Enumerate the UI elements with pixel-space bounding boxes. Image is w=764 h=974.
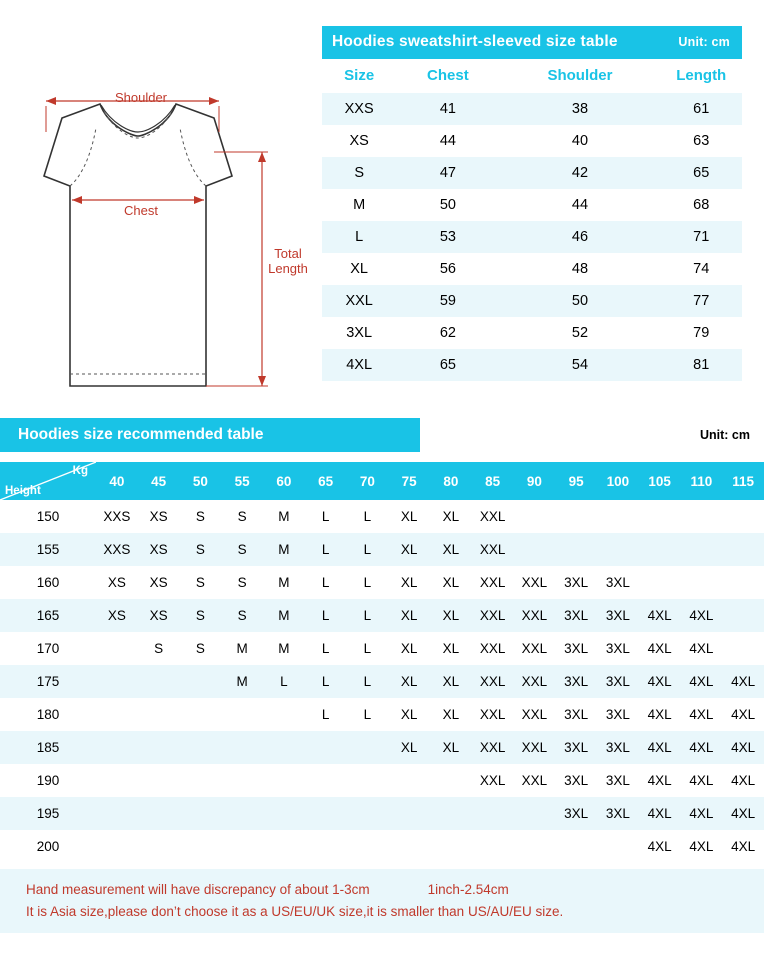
recommended-size-cell: XXL xyxy=(472,731,514,764)
recommended-size-cell: L xyxy=(347,500,389,533)
recommended-size-cell: L xyxy=(347,599,389,632)
recommended-size-cell: 4XL xyxy=(639,599,681,632)
recommended-size-cell xyxy=(138,764,180,797)
recommended-size-cell: 3XL xyxy=(555,797,597,830)
recommended-unit: Unit: cm xyxy=(700,428,750,442)
table-row xyxy=(0,566,764,599)
size-value-cell: 59 xyxy=(396,285,499,317)
size-label-cell: XXL xyxy=(322,285,396,317)
recommended-size-cell xyxy=(722,632,764,665)
recommended-size-cell: L xyxy=(347,698,389,731)
recommended-size-cell: 4XL xyxy=(722,665,764,698)
recommended-size-cell: XS xyxy=(138,599,180,632)
recommended-size-cell: 3XL xyxy=(555,731,597,764)
recommended-size-cell: XXL xyxy=(472,665,514,698)
weight-column-header: 115 xyxy=(722,462,764,500)
height-row-header: 195 xyxy=(0,797,96,830)
recommended-size-cell: 3XL xyxy=(555,566,597,599)
size-value-cell: 65 xyxy=(660,157,742,189)
weight-column-header: 90 xyxy=(514,462,556,500)
recommended-size-cell: 4XL xyxy=(681,698,723,731)
height-row-header: 150 xyxy=(0,500,96,533)
table-row xyxy=(322,221,742,253)
recommended-size-cell: 4XL xyxy=(639,698,681,731)
recommended-size-cell: XL xyxy=(388,731,430,764)
recommended-size-cell: L xyxy=(305,599,347,632)
recommended-size-cell: 3XL xyxy=(597,566,639,599)
recommended-size-cell xyxy=(514,500,556,533)
weight-column-header: 60 xyxy=(263,462,305,500)
recommended-size-cell xyxy=(555,500,597,533)
recommended-size-cell xyxy=(681,566,723,599)
recommended-size-cell xyxy=(347,764,389,797)
height-row-header: 170 xyxy=(0,632,96,665)
weight-column-header: 100 xyxy=(597,462,639,500)
size-value-cell: 63 xyxy=(660,125,742,157)
recommended-size-cell xyxy=(681,500,723,533)
recommended-size-cell: 3XL xyxy=(555,632,597,665)
recommended-size-cell: S xyxy=(180,632,222,665)
recommended-size-cell xyxy=(263,764,305,797)
recommended-size-cell: XXS xyxy=(96,500,138,533)
size-value-cell: 42 xyxy=(499,157,660,189)
recommended-size-cell xyxy=(221,731,263,764)
recommended-table xyxy=(0,462,764,863)
table-row xyxy=(0,698,764,731)
recommended-size-cell: L xyxy=(347,566,389,599)
recommended-size-cell: XXL xyxy=(472,764,514,797)
weight-column-header: 110 xyxy=(681,462,723,500)
weight-column-header: 50 xyxy=(180,462,222,500)
recommended-size-cell xyxy=(221,764,263,797)
recommended-size-cell xyxy=(555,533,597,566)
recommended-size-cell: M xyxy=(263,599,305,632)
recommended-size-cell: 3XL xyxy=(597,764,639,797)
recommended-size-cell: L xyxy=(305,632,347,665)
recommended-size-cell: XL xyxy=(388,533,430,566)
weight-column-header: 40 xyxy=(96,462,138,500)
table-row xyxy=(322,125,742,157)
size-value-cell: 81 xyxy=(660,349,742,381)
recommended-size-cell: XL xyxy=(388,665,430,698)
table-row xyxy=(0,797,764,830)
recommended-size-cell xyxy=(138,797,180,830)
recommended-size-cell: 4XL xyxy=(681,797,723,830)
footer-note xyxy=(0,869,764,933)
recommended-size-cell: M xyxy=(221,665,263,698)
recommended-size-cell: 3XL xyxy=(597,731,639,764)
size-value-cell: 46 xyxy=(499,221,660,253)
top-section xyxy=(0,0,764,410)
recommended-size-cell xyxy=(722,599,764,632)
height-row-header: 190 xyxy=(0,764,96,797)
size-label-cell: M xyxy=(322,189,396,221)
size-label-cell: XS xyxy=(322,125,396,157)
garment-diagram xyxy=(0,0,322,410)
recommended-size-cell xyxy=(221,797,263,830)
recommended-size-cell: XL xyxy=(430,599,472,632)
size-table-column-header: Size xyxy=(322,59,396,93)
weight-column-header: 105 xyxy=(639,462,681,500)
recommended-size-cell xyxy=(96,797,138,830)
recommended-size-cell: L xyxy=(347,533,389,566)
recommended-size-cell: XXL xyxy=(514,698,556,731)
recommended-size-cell xyxy=(514,830,556,863)
recommended-header-row xyxy=(0,462,764,500)
weight-column-header: 45 xyxy=(138,462,180,500)
recommended-size-cell xyxy=(722,566,764,599)
size-value-cell: 56 xyxy=(396,253,499,285)
footer-note-line2: It is Asia size,please don’t choose it as a US/EU/UK size,it is smaller than US/AU/EU size. xyxy=(26,904,564,919)
recommended-size-cell xyxy=(388,797,430,830)
size-label-cell: XXS xyxy=(322,93,396,125)
weight-column-header: 85 xyxy=(472,462,514,500)
recommended-size-cell: 4XL xyxy=(681,830,723,863)
recommended-size-cell xyxy=(180,830,222,863)
size-value-cell: 77 xyxy=(660,285,742,317)
recommended-size-cell: XL xyxy=(430,533,472,566)
size-table xyxy=(322,26,742,381)
recommended-size-cell xyxy=(722,533,764,566)
recommended-size-cell: 4XL xyxy=(681,764,723,797)
recommended-size-cell: M xyxy=(221,632,263,665)
recommended-size-cell: L xyxy=(263,665,305,698)
recommended-size-cell: 4XL xyxy=(722,830,764,863)
recommended-size-cell: XL xyxy=(430,698,472,731)
size-table-unit: Unit: cm xyxy=(660,26,742,59)
recommended-size-cell: 3XL xyxy=(597,797,639,830)
table-row xyxy=(322,349,742,381)
size-value-cell: 71 xyxy=(660,221,742,253)
recommended-table-head xyxy=(0,462,764,500)
recommended-size-cell: XXL xyxy=(514,665,556,698)
recommended-size-cell: XXL xyxy=(472,698,514,731)
size-value-cell: 47 xyxy=(396,157,499,189)
weight-column-header: 95 xyxy=(555,462,597,500)
recommended-title: Hoodies size recommended table xyxy=(0,418,420,452)
table-row xyxy=(322,189,742,221)
table-row xyxy=(0,632,764,665)
recommended-size-cell: XXL xyxy=(472,599,514,632)
recommended-size-cell: M xyxy=(263,632,305,665)
footer-note-measurement: Hand measurement will have discrepancy of about 1-3cm xyxy=(26,882,370,897)
table-row xyxy=(322,93,742,125)
recommended-size-cell xyxy=(472,797,514,830)
recommended-size-cell xyxy=(221,830,263,863)
recommended-size-cell xyxy=(96,632,138,665)
footer-note-inch: 1inch-2.54cm xyxy=(427,882,509,897)
recommended-size-cell: 4XL xyxy=(681,632,723,665)
recommended-size-cell: XL xyxy=(430,500,472,533)
recommended-size-cell: M xyxy=(263,500,305,533)
recommended-size-cell xyxy=(347,731,389,764)
recommended-size-cell: S xyxy=(180,500,222,533)
recommended-size-cell xyxy=(639,533,681,566)
recommended-size-cell: 3XL xyxy=(597,599,639,632)
size-table-column-header: Chest xyxy=(396,59,499,93)
recommended-size-cell xyxy=(221,698,263,731)
size-value-cell: 41 xyxy=(396,93,499,125)
table-row xyxy=(322,285,742,317)
recommended-size-cell: 4XL xyxy=(681,731,723,764)
recommended-size-cell: XL xyxy=(430,566,472,599)
size-value-cell: 50 xyxy=(396,189,499,221)
table-row xyxy=(0,764,764,797)
label-total-length-line1: Total xyxy=(274,246,302,261)
recommended-size-cell: 4XL xyxy=(681,599,723,632)
label-shoulder: Shoulder xyxy=(114,90,168,105)
table-row xyxy=(0,533,764,566)
table-row xyxy=(322,317,742,349)
table-row xyxy=(322,253,742,285)
recommended-size-cell xyxy=(96,731,138,764)
size-value-cell: 50 xyxy=(499,285,660,317)
recommended-size-cell: 3XL xyxy=(597,698,639,731)
recommended-size-cell: XS xyxy=(138,533,180,566)
recommended-size-cell: S xyxy=(221,533,263,566)
size-value-cell: 44 xyxy=(499,189,660,221)
recommended-size-cell: L xyxy=(305,665,347,698)
recommended-size-cell xyxy=(138,698,180,731)
recommended-section xyxy=(0,418,764,863)
recommended-size-cell: 4XL xyxy=(639,830,681,863)
recommended-table-body xyxy=(0,500,764,863)
recommended-size-cell xyxy=(430,830,472,863)
recommended-size-cell: 3XL xyxy=(597,632,639,665)
recommended-size-cell: XL xyxy=(388,566,430,599)
recommended-size-cell xyxy=(96,830,138,863)
recommended-height-label: Height xyxy=(5,485,41,497)
height-row-header: 155 xyxy=(0,533,96,566)
recommended-size-cell xyxy=(347,830,389,863)
recommended-size-cell xyxy=(180,665,222,698)
recommended-kg-label: Kg xyxy=(72,465,88,477)
recommended-size-cell: 4XL xyxy=(639,797,681,830)
recommended-size-cell: 4XL xyxy=(722,698,764,731)
recommended-size-cell xyxy=(514,533,556,566)
recommended-size-cell xyxy=(597,533,639,566)
recommended-size-cell: 4XL xyxy=(722,764,764,797)
recommended-size-cell xyxy=(180,797,222,830)
recommended-size-cell: 4XL xyxy=(722,797,764,830)
size-value-cell: 61 xyxy=(660,93,742,125)
recommended-size-cell: 4XL xyxy=(681,665,723,698)
size-value-cell: 74 xyxy=(660,253,742,285)
recommended-size-cell: 4XL xyxy=(639,731,681,764)
recommended-size-cell xyxy=(263,797,305,830)
size-value-cell: 52 xyxy=(499,317,660,349)
height-row-header: 180 xyxy=(0,698,96,731)
height-row-header: 200 xyxy=(0,830,96,863)
recommended-size-cell xyxy=(263,698,305,731)
recommended-size-cell: S xyxy=(221,500,263,533)
size-table-column-header: Length xyxy=(660,59,742,93)
recommended-size-cell: XL xyxy=(388,698,430,731)
recommended-size-cell xyxy=(305,830,347,863)
weight-column-header: 80 xyxy=(430,462,472,500)
recommended-size-cell xyxy=(305,797,347,830)
recommended-size-cell: XS xyxy=(138,500,180,533)
recommended-size-cell: XL xyxy=(388,632,430,665)
height-row-header: 160 xyxy=(0,566,96,599)
recommended-size-cell: XXL xyxy=(514,731,556,764)
recommended-size-cell: XS xyxy=(96,599,138,632)
recommended-size-cell xyxy=(263,731,305,764)
height-row-header: 185 xyxy=(0,731,96,764)
recommended-size-cell: XXL xyxy=(472,500,514,533)
recommended-size-cell xyxy=(514,797,556,830)
recommended-size-cell: S xyxy=(221,599,263,632)
recommended-size-cell: L xyxy=(305,500,347,533)
size-label-cell: L xyxy=(322,221,396,253)
recommended-size-cell: M xyxy=(263,533,305,566)
label-total-length-line2: Length xyxy=(268,261,308,276)
recommended-size-cell xyxy=(472,830,514,863)
table-row xyxy=(322,157,742,189)
size-table-title-row xyxy=(322,26,742,59)
size-value-cell: 40 xyxy=(499,125,660,157)
recommended-size-cell: 3XL xyxy=(555,599,597,632)
recommended-size-cell: 3XL xyxy=(555,665,597,698)
recommended-size-cell: XL xyxy=(388,599,430,632)
size-value-cell: 62 xyxy=(396,317,499,349)
recommended-size-cell: XXS xyxy=(96,533,138,566)
size-value-cell: 48 xyxy=(499,253,660,285)
size-label-cell: 3XL xyxy=(322,317,396,349)
recommended-size-cell: S xyxy=(180,533,222,566)
size-value-cell: 54 xyxy=(499,349,660,381)
recommended-size-cell: 4XL xyxy=(639,665,681,698)
height-row-header: 165 xyxy=(0,599,96,632)
recommended-size-cell: S xyxy=(138,632,180,665)
recommended-size-cell: 3XL xyxy=(597,665,639,698)
table-row xyxy=(0,731,764,764)
recommended-size-cell: XXL xyxy=(514,599,556,632)
recommended-size-cell xyxy=(597,830,639,863)
recommended-size-cell: XXL xyxy=(514,566,556,599)
footer-note-line1 xyxy=(26,879,764,901)
recommended-size-cell: XXL xyxy=(472,566,514,599)
recommended-size-cell xyxy=(681,533,723,566)
recommended-size-cell: XS xyxy=(96,566,138,599)
weight-column-header: 65 xyxy=(305,462,347,500)
table-row xyxy=(0,500,764,533)
recommended-size-cell: 4XL xyxy=(722,731,764,764)
recommended-size-cell: S xyxy=(221,566,263,599)
table-row xyxy=(0,599,764,632)
label-total-length xyxy=(258,246,318,276)
size-value-cell: 79 xyxy=(660,317,742,349)
recommended-size-cell xyxy=(430,764,472,797)
recommended-size-cell xyxy=(180,764,222,797)
recommended-size-cell xyxy=(263,830,305,863)
recommended-size-cell: L xyxy=(305,698,347,731)
recommended-size-cell: 4XL xyxy=(639,632,681,665)
size-table-column-headers xyxy=(322,59,742,93)
recommended-size-cell xyxy=(180,698,222,731)
recommended-size-cell xyxy=(639,566,681,599)
size-table-section xyxy=(322,0,764,410)
size-label-cell: XL xyxy=(322,253,396,285)
table-row xyxy=(0,830,764,863)
recommended-size-cell xyxy=(96,665,138,698)
recommended-size-cell xyxy=(347,797,389,830)
recommended-size-cell xyxy=(180,731,222,764)
recommended-size-cell xyxy=(305,764,347,797)
recommended-size-cell: 3XL xyxy=(555,764,597,797)
recommended-size-cell xyxy=(722,500,764,533)
recommended-size-cell xyxy=(388,830,430,863)
recommended-size-cell: S xyxy=(180,566,222,599)
recommended-size-cell: XL xyxy=(388,500,430,533)
height-row-header: 175 xyxy=(0,665,96,698)
recommended-size-cell xyxy=(430,797,472,830)
size-table-column-header: Shoulder xyxy=(499,59,660,93)
table-row xyxy=(0,665,764,698)
recommended-size-cell xyxy=(388,764,430,797)
recommended-size-cell: L xyxy=(305,533,347,566)
recommended-size-cell: 4XL xyxy=(639,764,681,797)
recommended-size-cell: XL xyxy=(430,632,472,665)
size-value-cell: 44 xyxy=(396,125,499,157)
recommended-size-cell: M xyxy=(263,566,305,599)
weight-column-header: 75 xyxy=(388,462,430,500)
recommended-size-cell: 3XL xyxy=(555,698,597,731)
recommended-size-cell xyxy=(96,764,138,797)
weight-column-header: 55 xyxy=(221,462,263,500)
recommended-size-cell xyxy=(138,665,180,698)
size-table-title: Hoodies sweatshirt-sleeved size table xyxy=(322,26,660,59)
recommended-size-cell xyxy=(96,698,138,731)
size-value-cell: 65 xyxy=(396,349,499,381)
recommended-size-cell: L xyxy=(347,665,389,698)
weight-column-header: 70 xyxy=(347,462,389,500)
size-label-cell: 4XL xyxy=(322,349,396,381)
recommended-size-cell: XXL xyxy=(514,632,556,665)
recommended-size-cell xyxy=(138,830,180,863)
size-label-cell: S xyxy=(322,157,396,189)
recommended-size-cell: L xyxy=(347,632,389,665)
recommended-header xyxy=(0,418,764,452)
recommended-size-cell xyxy=(305,731,347,764)
recommended-size-cell: XL xyxy=(430,665,472,698)
size-value-cell: 53 xyxy=(396,221,499,253)
recommended-size-cell xyxy=(597,500,639,533)
recommended-size-cell: XXL xyxy=(514,764,556,797)
recommended-size-cell xyxy=(555,830,597,863)
recommended-size-cell: XL xyxy=(430,731,472,764)
recommended-size-cell: XXL xyxy=(472,533,514,566)
recommended-size-cell: XS xyxy=(138,566,180,599)
size-value-cell: 68 xyxy=(660,189,742,221)
recommended-size-cell xyxy=(138,731,180,764)
recommended-size-cell: XXL xyxy=(472,632,514,665)
recommended-size-cell xyxy=(639,500,681,533)
recommended-corner-cell xyxy=(0,462,96,500)
recommended-size-cell: L xyxy=(305,566,347,599)
recommended-size-cell: S xyxy=(180,599,222,632)
label-chest: Chest xyxy=(124,203,158,218)
size-value-cell: 38 xyxy=(499,93,660,125)
